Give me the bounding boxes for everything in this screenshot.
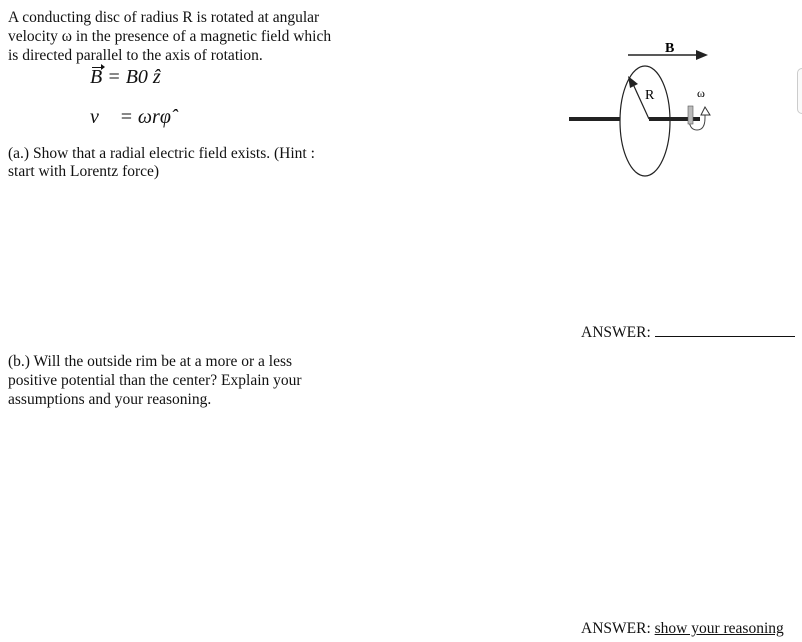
intro-line-3: is directed parallel to the axis of rotation.	[8, 47, 263, 64]
part-b-line-3: assumptions and your reasoning.	[8, 391, 212, 408]
answer-b-value[interactable]: show your reasoning	[654, 620, 784, 637]
answer-b-label: ANSWER:	[581, 620, 651, 637]
omega-label: ω	[697, 86, 705, 100]
intro-line-2: velocity ω in the presence of a magnetic field which	[8, 28, 332, 45]
part-a-line-1: (a.) Show that a radial electric field exists. (Hint :	[8, 145, 315, 162]
rotation-arrowhead-icon	[701, 107, 710, 115]
r-label: R	[645, 88, 655, 103]
b-arrowhead-icon	[696, 50, 708, 60]
b-label: B	[665, 41, 675, 56]
radius-arrowhead-icon	[628, 76, 638, 88]
part-b-line-1: (b.) Will the outside rim be at a more or a less	[8, 353, 293, 370]
part-b-line-2: positive potential than the center? Explain your	[8, 372, 302, 389]
part-a-line-2: start with Lorentz force)	[8, 163, 160, 180]
intro-line-1: A conducting disc of radius R is rotated at angular	[8, 9, 320, 26]
answer-a-label: ANSWER:	[581, 324, 651, 341]
equation-v: v⃗ = ωrφ̂	[90, 106, 171, 128]
equation-b: B = B0 ẑ	[90, 66, 161, 88]
scroll-edge-handle[interactable]	[797, 68, 802, 114]
rotation-band	[688, 106, 693, 124]
